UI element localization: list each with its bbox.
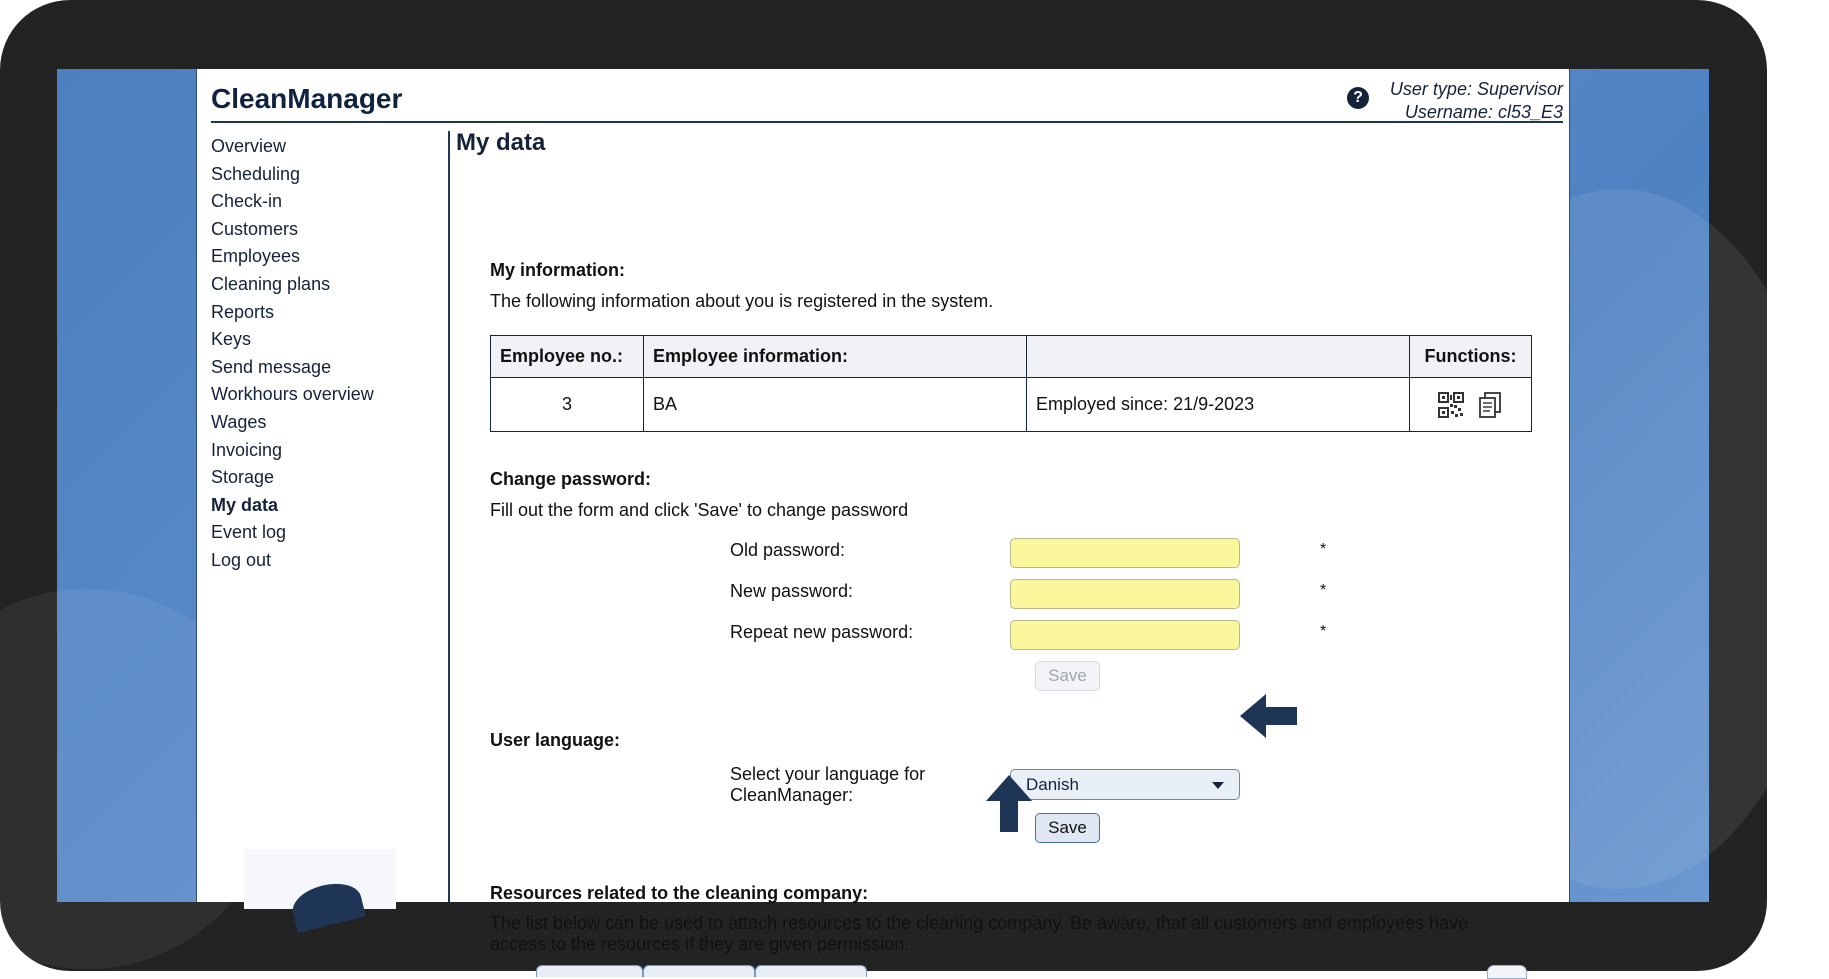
sidebar-item-customers[interactable]: Customers [211,218,299,239]
chevron-down-icon [1212,782,1224,789]
column-header-functions: Functions: [1410,336,1532,378]
sidebar-item-send-message[interactable]: Send message [211,356,332,377]
document-copy-icon[interactable] [1477,392,1503,418]
resources-text-line2: access to the resources if they are given permission. [490,934,910,954]
sidebar-item-check-in[interactable]: Check-in [211,191,283,212]
language-select-label [730,764,925,806]
qr-code-icon[interactable] [1438,392,1464,418]
cell-employed-since: Employed since: 21/9-2023 [1027,378,1410,432]
sidebar-nav [211,133,441,575]
sidebar-item-reports[interactable]: Reports [211,301,275,322]
old-password-field[interactable] [1010,538,1240,568]
company-logo [244,849,396,909]
logo-mark [288,877,366,933]
resources-title: Resources related to the cleaning company: [490,883,869,903]
header [211,69,1563,123]
sidebar-item-overview[interactable]: Overview [211,136,287,156]
resources-tab[interactable] [536,965,643,977]
language-select[interactable] [1010,769,1240,800]
column-header-empty [1027,336,1410,378]
page-title: My data [456,129,546,156]
user-type: User type: Supervisor [1389,79,1563,99]
sidebar-item-invoicing[interactable]: Invoicing [211,439,283,460]
sidebar-item-log-out[interactable]: Log out [211,549,272,570]
resources-tab[interactable] [755,965,867,977]
table-header-row [491,336,1532,378]
user-language-title: User language: [490,730,621,750]
sidebar-divider [448,131,450,902]
language-select-label-line1: Select your language for [730,764,926,784]
employee-info-table [490,335,1532,432]
change-password-text: Fill out the form and click 'Save' to change password [490,500,909,520]
new-password-field[interactable] [1010,579,1240,609]
column-header-employee-information: Employee information: [644,336,1027,378]
sidebar-item-employees[interactable]: Employees [211,246,301,267]
language-select-label-line2: CleanManager: [730,785,854,805]
my-information-text: The following information about you is registered in the system. [490,291,994,311]
new-password-label: New password: [730,581,854,601]
resources-tab[interactable] [643,965,755,977]
column-header-employee-no: Employee no.: [491,336,644,378]
app-window [196,69,1570,954]
desktop-background [57,69,1709,954]
sidebar-item-wages[interactable]: Wages [211,411,267,432]
sidebar-item-my-data[interactable]: My data [211,494,279,515]
language-select-value: Danish [1026,775,1079,794]
change-password-title: Change password: [490,469,652,489]
user-info [1390,78,1563,124]
sidebar-item-event-log[interactable]: Event log [211,522,287,543]
refresh-button[interactable] [1487,965,1527,979]
save-language-button[interactable]: Save [1035,813,1100,843]
username: Username: cl53_E3 [1404,102,1563,122]
resources-text-line1: The list below can be used to attach resources to the cleaning company. Be aware, that all customers and employees have [490,913,1469,933]
sidebar-item-storage[interactable]: Storage [211,467,275,488]
repeat-password-label: Repeat new password: [730,622,914,642]
arrow-left-icon [1240,692,1300,740]
repeat-password-field[interactable] [1010,620,1240,650]
required-marker: * [1320,541,1327,558]
table-row [491,378,1532,432]
my-information-title: My information: [490,260,625,280]
cell-functions [1410,378,1532,432]
sidebar-item-workhours-overview[interactable]: Workhours overview [211,384,374,405]
sidebar-item-cleaning-plans[interactable]: Cleaning plans [211,273,331,294]
sidebar-item-keys[interactable]: Keys [211,329,252,350]
resources-text [490,913,1468,955]
save-password-button[interactable]: Save [1035,661,1100,691]
sidebar-item-scheduling[interactable]: Scheduling [211,163,301,184]
required-marker: * [1320,582,1327,599]
cell-employee-no: 3 [491,378,644,432]
cell-employee-info: BA [644,378,1027,432]
arrow-up-icon [985,775,1033,833]
old-password-label: Old password: [730,540,846,560]
app-title: CleanManager [211,83,403,114]
required-marker: * [1320,623,1327,640]
question-circle-icon[interactable]: ? [1347,87,1369,109]
